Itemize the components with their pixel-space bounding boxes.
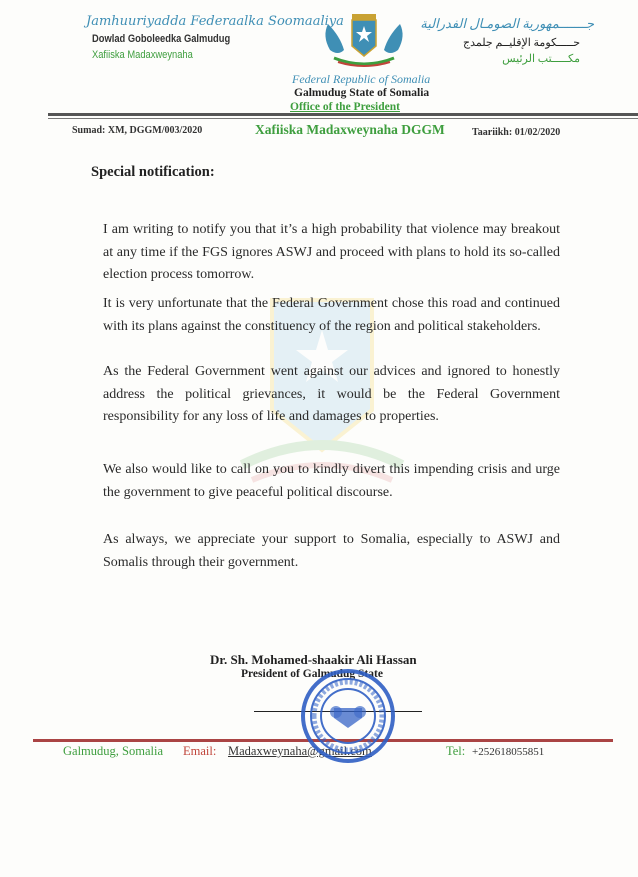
letterhead-somali-office: Xafiiska Madaxweynaha [92, 49, 193, 61]
reference-number: Sumad: XM, DGGM/003/2020 [72, 125, 203, 136]
footer-location: Galmudug, Somalia [63, 744, 163, 758]
office-name: Xafiiska Madaxweynaha DGGM [255, 122, 445, 137]
letterhead-somali-state: Dowlad Goboleedka Galmudug [92, 33, 231, 45]
letterhead-english-state: Galmudug State of Somalia [294, 87, 430, 99]
footer-email-link[interactable]: Madaxweynaha@gmail.com [228, 744, 372, 758]
official-seal-icon [300, 668, 396, 764]
header-divider [48, 113, 638, 116]
paragraph: As always, we appreciate your support to Somalia, especially to ASWJ and Somalis through their government. [103, 532, 560, 570]
signatory-title: President of Galmudug State [241, 668, 383, 680]
somalia-coat-of-arms-icon [312, 10, 417, 74]
paragraph: As the Federal Government went against our advices and ignored to honestly address the political grievances, it would be the Federal Government responsibility for any loss of life and damages to properties. [103, 364, 560, 424]
paragraph: I am writing to notify you that it’s a high probability that violence may breakout at any time if the FGS ignores ASWJ and proceed with plans to hold its so-called election process tomorrow. [103, 222, 560, 282]
footer-tel: +252618055851 [472, 746, 545, 758]
letterhead-arabic-state: حـــــكومة الإقليــم جلمدج [463, 37, 580, 49]
footer-email-label: Email: [183, 744, 217, 758]
paragraph: It is very unfortunate that the Federal Government chose this road and continued with its plans against the constituency of the region and political stakeholders. [103, 296, 560, 334]
paragraph: We also would like to call on you to kindly divert this impending crisis and urge the government to give peaceful political discourse. [103, 462, 560, 500]
letter-date: Taariikh: 01/02/2020 [472, 127, 561, 138]
letterhead-english-republic: Federal Republic of Somalia [292, 72, 431, 86]
signatory-name: Dr. Sh. Mohamed-shaakir Ali Hassan [210, 652, 417, 667]
notification-title: Special notification: [91, 164, 215, 180]
footer-tel-label: Tel: [446, 744, 466, 758]
letterhead-arabic-republic: جـــــــمهورية الصومـال الفدرالية [420, 16, 594, 31]
letterhead-somali-republic: Jamhuuriyadda Federaalka Soomaaliya [86, 14, 344, 29]
header-divider-thin [48, 118, 638, 119]
letterhead-arabic-office: مكـــــتب الرئيس [502, 53, 580, 65]
letterhead-english-office: Office of the President [290, 101, 400, 113]
